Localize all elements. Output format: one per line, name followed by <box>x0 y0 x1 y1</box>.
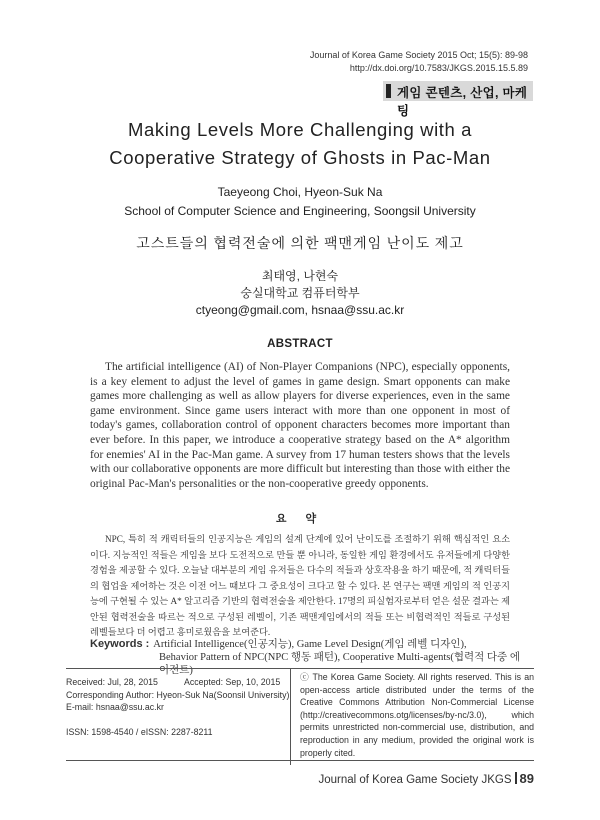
submission-info <box>66 676 290 714</box>
received-date: Received: Jul, 28, 2015 <box>66 677 158 687</box>
journal-citation: Journal of Korea Game Society 2015 Oct; 15(5): 89-98 <box>309 50 528 60</box>
category-label: 게임 콘텐츠, 산업, 마케팅 <box>397 86 528 118</box>
corresponding-email[interactable]: E-mail: hsnaa@ssu.ac.kr <box>66 702 164 712</box>
footer-separator <box>515 772 517 784</box>
author-affiliation: School of Computer Science and Engineering, Soongsil University <box>124 204 476 218</box>
corresponding-author: Corresponding Author: Hyeon-Suk Na(Soonsil University) <box>66 689 290 700</box>
divider-top <box>66 668 534 669</box>
category-marker <box>386 84 391 98</box>
author-names-korean: 최태영, 나현숙 <box>261 269 339 283</box>
license-notice: ⓒ The Korea Game Society. All rights reserved. This is an open-access article distributed under the terms of the Creative Commons Attribution Non-Commercial License (http://creativecommons.otg/licenses/by-nc/3.0), which permits unrestricted non-commercial use, distribution, and reproduction in any medium, provided the original work is properly cited. <box>300 672 534 758</box>
journal-header <box>228 49 528 75</box>
divider-footer <box>66 760 534 761</box>
paper-title-korean: 고스트들의 협력전술에 의한 팩맨게임 난이도 제고 <box>136 237 464 252</box>
category-bar <box>383 81 533 118</box>
page-number: 89 <box>519 771 534 786</box>
abstract-heading: ABSTRACT <box>267 338 333 350</box>
korean-abstract-body: NPC, 특히 적 캐릭터들의 인공지능은 게임의 설계 단계에 있어 난이도를 조절하기 위해 핵심적인 요소이다. 지능적인 적들은 게임을 보다 도전적으로 만들 뿐 아니라, 동일한 게임 환경에서도 유저들에게 다양한 경험을 제공할 수 있다. 오늘날 대부분의 게임 유저들은 다수의 적들과 상호작용을 하기 때문에, 적 캐릭터들의 협업을 제어하는 것은 이전 어느 때보다 그 중요성이 크다고 할 수 있다. 본 연구는 팩맨 게임의 적 인공지능에 구현될 수 있는 A* 알고리즘 기반의 협력전술을 제안한다. 17명의 피실험자로부터 얻은 설문 결과는 제안된 협력전술을 따르는 적으로 구성된 레벨이, 기존 팩맨게임에서의 적들 또는 비협력적인 적들로 구성된 레벨들보다 더 어렵고 흥미로웠음을 보여준다. <box>90 534 510 637</box>
keywords-label: Keywords : <box>90 638 150 650</box>
accepted-date: Accepted: Sep, 10, 2015 <box>183 677 281 687</box>
abstract-body: The artificial intelligence (AI) of Non-Player Companions (NPC), especially opponents, is a key element to adjust the level of games in game design. Smart opponents can make games more challenging as well as allow players for diverse experiences, even in the same game environment. Since game users interact with more than one opponent in most of today's games, collaboration control of opponent characters becomes more important than ever before. In this paper, we introduce a cooperative strategy based on the A* algorithm for enemies' AI in the Pac-Man game. A survey from 17 human testers shows that the levels with our collaborative opponents are more difficult but interesting than those with either the original Pac-Man's personalities or the non-cooperative greedy opponents. <box>90 361 510 490</box>
title-line-2: Cooperative Strategy of Ghosts in Pac-Man <box>109 147 491 168</box>
title-line-1: Making Levels More Challenging with a <box>127 119 473 140</box>
issn: ISSN: 1598-4540 / eISSN: 2287-8211 <box>66 727 213 737</box>
divider-vertical <box>290 668 291 765</box>
keywords-line-2: Behavior Pattern of NPC(NPC 행동 패턴), Cooperative Multi-agents(협력적 다중 에이전트) <box>159 652 520 676</box>
authors-korean <box>0 268 600 319</box>
doi-link[interactable]: http://dx.doi.org/10.7583/JKGS.2015.15.5.89 <box>349 63 528 73</box>
footer-journal: Journal of Korea Game Society JKGS <box>318 774 512 786</box>
paper-title <box>0 116 600 172</box>
authors-english <box>0 183 600 221</box>
page-footer <box>318 771 534 786</box>
keywords-line-1: Artificial Intelligence(인공지능), Game Level Design(게임 레벨 디자인), <box>153 639 467 650</box>
author-names: Taeyeong Choi, Hyeon-Suk Na <box>217 185 383 199</box>
author-affiliation-korean: 숭실대학교 컴퓨터학부 <box>240 286 360 300</box>
korean-abstract-heading: 요 약 <box>275 513 325 525</box>
author-emails[interactable]: ctyeong@gmail.com, hsnaa@ssu.ac.kr <box>195 303 405 317</box>
